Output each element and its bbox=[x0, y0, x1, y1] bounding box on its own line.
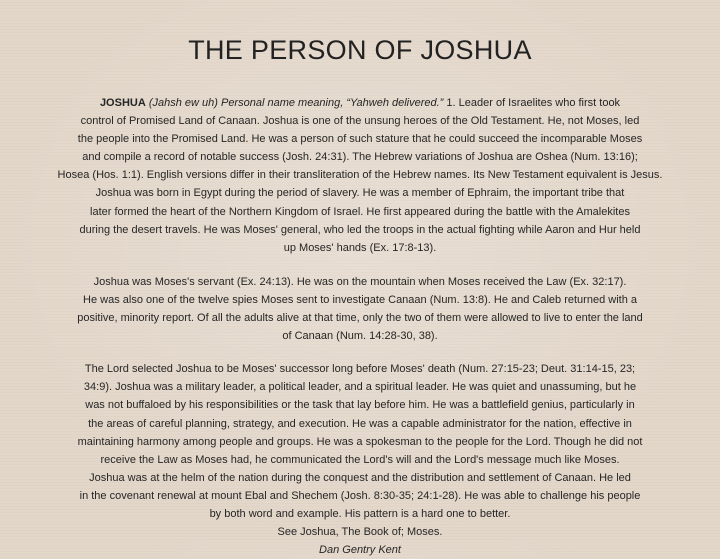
text-line: during the desert travels. He was Moses' general, who led the troops in the actual fighting while Aaron and Hur held bbox=[79, 223, 641, 236]
text-line: and compile a record of notable success (Josh. 24:31). The Hebrew variations of Joshua are Oshea (Num. 13:16); bbox=[82, 151, 638, 164]
text-line: maintaining harmony among people and groups. He was a spokesman to the people for the Lord. Though he did not bbox=[77, 435, 643, 448]
text-line: positive, minority report. Of all the adults alive at that time, only the two of them were allowed to live to enter the land bbox=[77, 312, 643, 325]
text-segment: 1. Leader of Israelites who first took bbox=[443, 97, 621, 109]
text-line: in the covenant renewal at mount Ebal and Shechem (Josh. 8:30-35; 24:1-28). He was able to challenge his people bbox=[79, 489, 641, 502]
text-line: Hosea (Hos. 1:1). English versions differ in their transliteration of the Hebrew names. Its New Testament equivalent is Jesus. bbox=[57, 169, 663, 182]
text-line: later formed the heart of the Northern Kingdom of Israel. He first appeared during the battle with the Amalekites bbox=[90, 205, 630, 218]
paragraph-successor bbox=[22, 360, 698, 559]
text-line: Joshua was at the helm of the nation during the conquest and the distribution and settlement of Canaan. He led bbox=[89, 471, 631, 484]
pronunciation: (Jahsh ew uh) Personal name meaning, “Yahweh delivered.” bbox=[145, 97, 444, 109]
author-credit: Dan Gentry Kent bbox=[319, 544, 401, 557]
text-line: the people into the Promised Land. He was a person of such stature that he could succeed the incomparable Moses bbox=[77, 133, 643, 146]
text-line: the areas of careful planning, strategy, and execution. He was a capable administrator for the nation, effective in bbox=[88, 417, 632, 430]
paragraph-definition bbox=[22, 94, 698, 257]
text-line: Joshua was born in Egypt during the period of slavery. He was a member of Ephraim, the important tribe that bbox=[95, 187, 625, 200]
text-line: up Moses' hands (Ex. 17:8-13). bbox=[283, 241, 437, 254]
text-line: Joshua was Moses's servant (Ex. 24:13). He was on the mountain when Moses received the Law (Ex. 32:17). bbox=[93, 275, 627, 288]
text-line: receive the Law as Moses had, he communicated the Lord's will and the Lord's message much like Moses. bbox=[100, 453, 620, 466]
headword: JOSHUA bbox=[99, 97, 146, 109]
text-line: by both word and example. His pattern is a hard one to better. bbox=[209, 507, 511, 520]
page-title: THE PERSON OF JOSHUA bbox=[188, 35, 532, 65]
text-line bbox=[22, 94, 698, 112]
slide-body bbox=[22, 94, 698, 559]
text-line: The Lord selected Joshua to be Moses' successor long before Moses' death (Num. 27:15-23; Deut. 31:14-15, 23; bbox=[84, 363, 636, 376]
text-line: control of Promised Land of Canaan. Joshua is one of the unsung heroes of the Old Testament. He, not Moses, led bbox=[80, 115, 640, 128]
text-line: was not buffaloed by his responsibilities or the task that lay before him. He was a battlefield genius, particularly in bbox=[85, 399, 635, 412]
text-line: of Canaan (Num. 14:28-30, 38). bbox=[282, 330, 438, 343]
text-line: 34:9). Joshua was a military leader, a political leader, and a spiritual leader. He was quiet and unassuming, but he bbox=[83, 381, 637, 394]
paragraph-servant bbox=[22, 273, 698, 345]
see-also: See Joshua, The Book of; Moses. bbox=[277, 526, 443, 539]
text-line: He was also one of the twelve spies Moses sent to investigate Canaan (Num. 13:8). He and Caleb returned with a bbox=[83, 293, 637, 306]
